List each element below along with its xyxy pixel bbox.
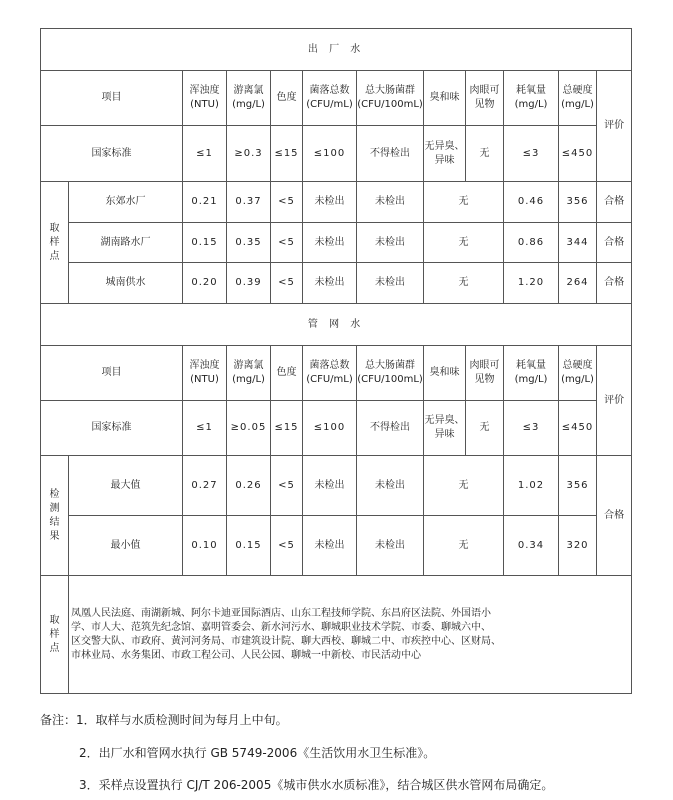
network-sampling-label: 取 样 点: [41, 576, 69, 694]
row-name: 最小值: [69, 516, 183, 576]
std-visible: 无: [466, 401, 504, 456]
cell-coliform: 未检出: [357, 182, 424, 223]
header-odor: 臭和味: [424, 71, 466, 126]
header-visible: 肉眼可 见物: [466, 71, 504, 126]
cell-oxygen: 0.34: [504, 516, 559, 576]
header-coliform: 总大肠菌群 (CFU/100mL): [357, 71, 424, 126]
sampling-sites-list: [69, 576, 632, 694]
header-turbidity: 浑浊度 (NTU): [183, 71, 227, 126]
header-color: 色度: [271, 71, 303, 126]
std-colonies: ≤100: [303, 126, 357, 182]
cell-turbidity: 0.10: [183, 516, 227, 576]
water-quality-table: [40, 28, 631, 694]
std-oxygen: ≤3: [504, 401, 559, 456]
cell-rating: 合格: [597, 263, 632, 304]
cell-oxygen: 0.46: [504, 182, 559, 223]
header-colonies: 菌落总数 (CFU/mL): [303, 346, 357, 401]
standard-label: 国家标准: [41, 401, 183, 456]
header-item: 项目: [41, 346, 183, 401]
table-row: [41, 182, 632, 223]
cell-turbidity: 0.15: [183, 223, 227, 263]
cell-hardness: 264: [559, 263, 597, 304]
standard-label: 国家标准: [41, 126, 183, 182]
cell-chlorine: 0.37: [227, 182, 271, 223]
cell-odor-visible: 无: [424, 263, 504, 304]
cell-chlorine: 0.26: [227, 456, 271, 516]
cell-colonies: 未检出: [303, 223, 357, 263]
cell-color: <5: [271, 182, 303, 223]
cell-hardness: 320: [559, 516, 597, 576]
cell-hardness: 356: [559, 456, 597, 516]
header-rating: 评价: [597, 346, 632, 456]
header-color: 色度: [271, 346, 303, 401]
sampling-sites-row: [41, 576, 632, 694]
std-turbidity: ≤1: [183, 401, 227, 456]
cell-odor-visible: 无: [424, 223, 504, 263]
header-hardness: 总硬度 (mg/L): [559, 346, 597, 401]
header-oxygen: 耗氧量 (mg/L): [504, 71, 559, 126]
cell-coliform: 未检出: [357, 263, 424, 304]
cell-chlorine: 0.39: [227, 263, 271, 304]
cell-color: <5: [271, 263, 303, 304]
factory-standard-row: [41, 126, 632, 182]
cell-colonies: 未检出: [303, 456, 357, 516]
std-color: ≤15: [271, 401, 303, 456]
sites-line: 凤凰人民法庭、南湖新城、阿尔卡迪亚国际酒店、山东工程技师学院、东昌府区法院、外国语小: [71, 607, 491, 619]
row-name: 城南供水: [69, 263, 183, 304]
cell-rating: 合格: [597, 182, 632, 223]
std-color: ≤15: [271, 126, 303, 182]
row-name: 东郊水厂: [69, 182, 183, 223]
std-coliform: 不得检出: [357, 401, 424, 456]
std-coliform: 不得检出: [357, 126, 424, 182]
factory-header-row: [41, 71, 632, 126]
network-section-title: 管 网 水: [41, 304, 632, 346]
sites-line: 区交警大队、市政府、黄河河务局、市建筑设计院、聊大西校、聊城二中、市疾控中心、区财局、: [71, 635, 501, 647]
header-oxygen: 耗氧量 (mg/L): [504, 346, 559, 401]
cell-oxygen: 1.02: [504, 456, 559, 516]
cell-chlorine: 0.35: [227, 223, 271, 263]
header-visible: 肉眼可 见物: [466, 346, 504, 401]
cell-odor-visible: 无: [424, 516, 504, 576]
header-colonies: 菌落总数 (CFU/mL): [303, 71, 357, 126]
cell-colonies: 未检出: [303, 516, 357, 576]
cell-coliform: 未检出: [357, 516, 424, 576]
std-visible: 无: [466, 126, 504, 182]
cell-oxygen: 1.20: [504, 263, 559, 304]
header-chlorine: 游离氯 (mg/L): [227, 71, 271, 126]
cell-color: <5: [271, 516, 303, 576]
cell-hardness: 344: [559, 223, 597, 263]
cell-odor-visible: 无: [424, 456, 504, 516]
header-turbidity: 浑浊度 (NTU): [183, 346, 227, 401]
network-results-label: 检 测 结 果: [41, 456, 69, 576]
cell-colonies: 未检出: [303, 263, 357, 304]
cell-chlorine: 0.15: [227, 516, 271, 576]
cell-hardness: 356: [559, 182, 597, 223]
cell-coliform: 未检出: [357, 456, 424, 516]
table-row: [41, 456, 632, 516]
cell-turbidity: 0.27: [183, 456, 227, 516]
row-name: 湖南路水厂: [69, 223, 183, 263]
row-name: 最大值: [69, 456, 183, 516]
water-quality-grid: [40, 28, 632, 694]
cell-coliform: 未检出: [357, 223, 424, 263]
cell-rating: 合格: [597, 456, 632, 576]
std-chlorine: ≥0.05: [227, 401, 271, 456]
std-chlorine: ≥0.3: [227, 126, 271, 182]
table-row: [41, 223, 632, 263]
header-item: 项目: [41, 71, 183, 126]
sites-line: 市林业局、水务集团、市政工程公司、人民公园、聊城一中新校、市民活动中心: [71, 649, 421, 661]
header-coliform: 总大肠菌群 (CFU/100mL): [357, 346, 424, 401]
cell-turbidity: 0.21: [183, 182, 227, 223]
network-header-row: [41, 346, 632, 401]
factory-section-title: 出 厂 水: [41, 29, 632, 71]
sites-line: 学、市人大、范筑先纪念馆、嘉明管委会、新水河污水、聊城职业技术学院、市委、聊城六中、: [71, 621, 491, 633]
std-oxygen: ≤3: [504, 126, 559, 182]
std-turbidity: ≤1: [183, 126, 227, 182]
std-hardness: ≤450: [559, 401, 597, 456]
table-row: [41, 516, 632, 576]
cell-color: <5: [271, 223, 303, 263]
table-row: [41, 263, 632, 304]
factory-sampling-label: 取 样 点: [41, 182, 69, 304]
std-colonies: ≤100: [303, 401, 357, 456]
std-odor: 无异臭、 异味: [424, 401, 466, 456]
cell-oxygen: 0.86: [504, 223, 559, 263]
header-chlorine: 游离氯 (mg/L): [227, 346, 271, 401]
cell-colonies: 未检出: [303, 182, 357, 223]
note-1: 备注：1．取样与水质检测时间为每月上中旬。: [40, 713, 288, 727]
header-rating: 评价: [597, 71, 632, 182]
cell-odor-visible: 无: [424, 182, 504, 223]
header-odor: 臭和味: [424, 346, 466, 401]
note-3: 3．采样点设置执行 CJ/T 206-2005《城市供水水质标准》，结合城区供水管网布局确定。: [79, 778, 554, 792]
cell-rating: 合格: [597, 223, 632, 263]
std-odor: 无异臭、 异味: [424, 126, 466, 182]
std-hardness: ≤450: [559, 126, 597, 182]
note-2: 2．出厂水和管网水执行 GB 5749-2006《生活饮用水卫生标准》。: [79, 746, 436, 760]
header-hardness: 总硬度 (mg/L): [559, 71, 597, 126]
cell-color: <5: [271, 456, 303, 516]
network-standard-row: [41, 401, 632, 456]
cell-turbidity: 0.20: [183, 263, 227, 304]
